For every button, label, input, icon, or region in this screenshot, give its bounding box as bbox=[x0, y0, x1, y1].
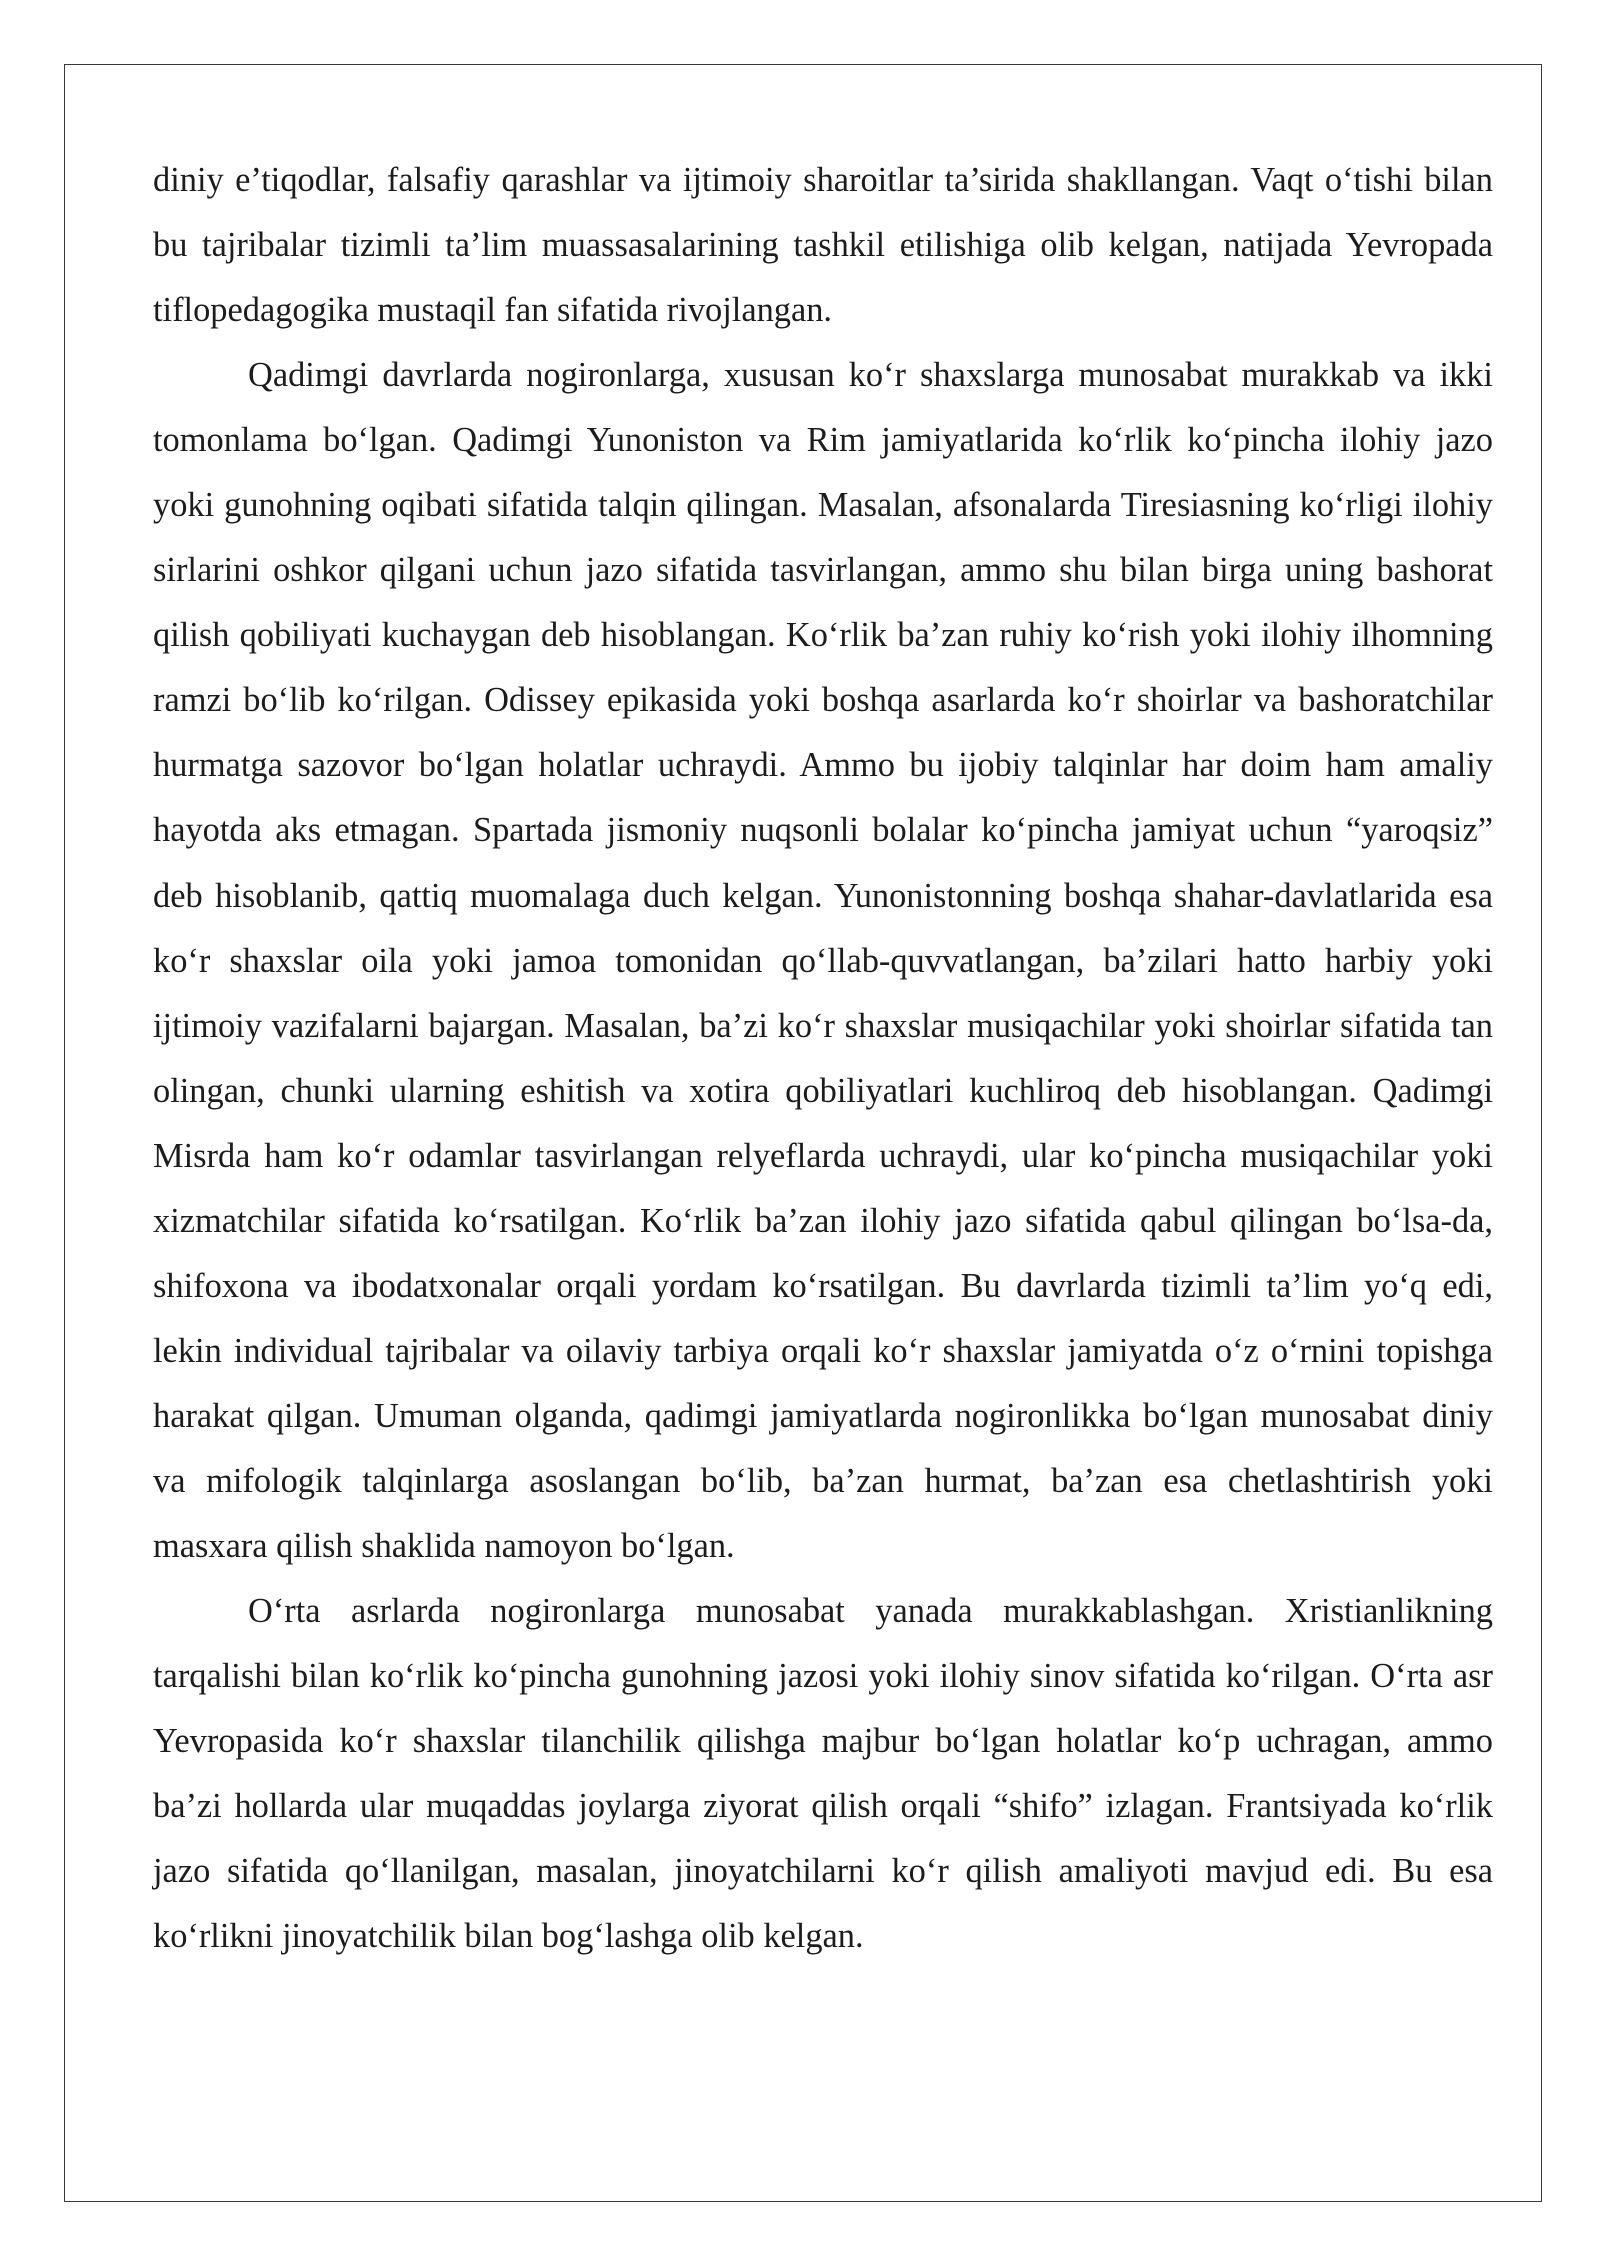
paragraph-ancient-times: Qadimgi davrlarda nogironlarga, xususan ko‘r shaxslarga munosabat murakkab va ikki tomonlama bo‘lgan. Qadimgi Yunoniston va Rim jamiyatlarida ko‘rlik ko‘pincha ilohiy jazo yoki gunohning oqibati sifatida talqin qilingan. Masalan, afsonalarda Tiresiasning ko‘rligi ilohiy sirlarini oshkor qilgani uchun jazo sifatida tasvirlangan, ammo shu bilan birga uning bashorat qilish qobiliyati kuchaygan deb hisoblangan. Ko‘rlik ba’zan ruhiy ko‘rish yoki ilohiy ilhomning ramzi bo‘lib ko‘rilgan. Odissey epikasida yoki boshqa asarlarda ko‘r shoirlar va bashoratchilar hurmatga sazovor bo‘lgan holatlar uchraydi. Ammo bu ijobiy talqinlar har doim ham amaliy hayotda aks etmagan. Spartada jismoniy nuqsonli bolalar ko‘pincha jamiyat uchun “yaroqsiz” deb hisoblanib, qattiq muomalaga duch kelgan. Yunonistonning boshqa shahar-davlatlarida esa ko‘r shaxslar oila yoki jamoa tomonidan qo‘llab-quvvatlangan, ba’zilari hatto harbiy yoki ijtimoiy vazifalarni bajargan. Masalan, ba’zi ko‘r shaxslar musiqachilar yoki shoirlar sifatida tan olingan, chunki ularning eshitish va xotira qobiliyatlari kuchliroq deb hisoblangan. Qadimgi Misrda ham ko‘r odamlar tasvirlangan relyeflarda uchraydi, ular ko‘pincha musiqachilar yoki xizmatchilar sifatida ko‘rsatilgan. Ko‘rlik ba’zan ilohiy jazo sifatida qabul qilingan bo‘lsa-da, shifoxona va ibodatxonalar orqali yordam ko‘rsatilgan. Bu davrlarda tizimli ta’lim yo‘q edi, lekin individual tajribalar va oilaviy tarbiya orqali ko‘r shaxslar jamiyatda o‘z o‘rnini topishga harakat qilgan. Umuman olganda, qadimgi jamiyatlarda nogironlikka bo‘lgan munosabat diniy va mifologik talqinlarga asoslangan bo‘lib, ba’zan hurmat, ba’zan esa chetlashtirish yoki masxara qilish shaklida namoyon bo‘lgan. bbox=[153, 356, 1493, 1565]
paragraph-middle-ages: O‘rta asrlarda nogironlarga munosabat yanada murakkablashgan. Xristianlikning tarqalishi bilan ko‘rlik ko‘pincha gunohning jazosi yoki ilohiy sinov sifatida ko‘rilgan. O‘rta asr Yevropasida ko‘r shaxslar tilanchilik qilishga majbur bo‘lgan holatlar ko‘p uchragan, ammo ba’zi hollarda ular muqaddas joylarga ziyorat qilish orqali “shifo” izlagan. Frantsiyada ko‘rlik jazo sifatida qo‘llanilgan, masalan, jinoyatchilarni ko‘r qilish amaliyoti mavjud edi. Bu esa ko‘rlikni jinoyatchilik bilan bog‘lashga olib kelgan. bbox=[153, 1592, 1493, 1956]
paragraph-continuation: diniy e’tiqodlar, falsafiy qarashlar va ijtimoiy sharoitlar ta’sirida shakllangan. Vaqt o‘tishi bilan bu tajribalar tizimli ta’lim muassasalarining tashkil etilishiga olib kelgan, natijada Yevropada tiflopedagogika mustaqil fan sifatida rivojlangan. bbox=[153, 161, 1493, 330]
document-body bbox=[153, 148, 1493, 1969]
